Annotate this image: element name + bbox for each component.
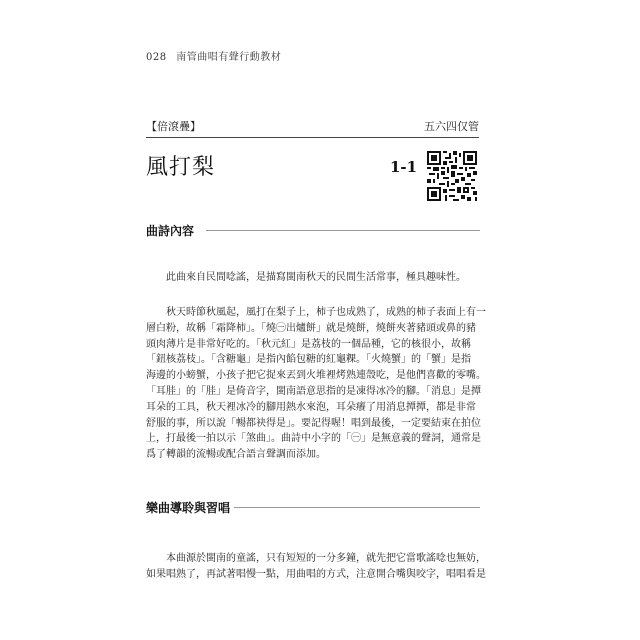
section-category: 【倍滾疊】 [146, 120, 201, 133]
text-line: 「鈕核荔枝」。「含糖龜」是指內餡包糖的紅龜粿。「火燒蟹」的「蟹」是指 [146, 354, 471, 366]
running-header [146, 48, 281, 63]
paragraph-intro [146, 270, 480, 286]
text-line: 本曲源於閩南的童謠，只有短短的一分多鐘，就先把它當歌謠唸也無妨， [166, 553, 486, 564]
text-line: 層白粉，故稱「霜降柿」。「燒㊀出爐餅」就是燒餅，燒餅夾著豬頭或鼻的豬 [146, 322, 476, 334]
paragraph-lyrics-explanation [146, 305, 486, 463]
text-line: 此曲來自民間唸謠，是描寫閩南秋天的民間生活常事，極具趣味性。 [166, 272, 466, 283]
text-line: 上，打最後一拍以示「煞曲」。曲詩中小字的「㊀」是無意義的聲詞，通常是 [146, 433, 481, 445]
song-number: 1-1 [390, 158, 418, 176]
text-line: 舒服的事，所以說「暢都袂得是」。要記得喔！唱到最後，一定要結束在拍位 [146, 417, 481, 429]
page-number: 028 [146, 52, 167, 63]
section-key: 五六四仅管 [424, 120, 479, 133]
section-row [146, 118, 479, 134]
text-line: 秋天時節秋風起，風打在梨子上，柿子也成熟了，成熟的柿子表面上有一 [166, 307, 486, 318]
heading-lyrics-content: 曲詩內容 [146, 224, 195, 238]
heading-rule [206, 230, 480, 231]
paragraph-singing-guide [146, 551, 486, 583]
text-line: 耳朵的工具，秋天裡冰冷的腳用熱水來泡，耳朵癢了用消息撢撢，都是非常 [146, 401, 476, 413]
text-line: 海邊的小螃蟹，小孩子把它捉來丟到火堆裡烤熟連殼吃，是他們喜歡的零嘴。 [146, 370, 486, 382]
qr-code-icon[interactable] [427, 151, 477, 201]
text-line: 爲了轉韻的流暢或配合語言聲調而添加。 [146, 449, 326, 461]
text-line: 如果唱熟了，再試著唱慢一點，用曲唱的方式，注意開合嘴與咬字，唱唱看是 [146, 568, 486, 580]
section-rule [146, 137, 479, 138]
book-title: 南管曲唱有聲行動教材 [176, 52, 282, 63]
text-line: 「耳胿」的「胿」是倚音字，閩南語意思指的是凍得冰冷的腳。「消息」是撢 [146, 385, 481, 397]
heading-listening-guide: 樂曲導聆與習唱 [146, 501, 231, 515]
song-title: 風打梨 [146, 155, 216, 180]
text-line: 頭肉薄片是非常好吃的。「秋元紅」是荔枝的一個品種，它的核很小，故稱 [146, 338, 471, 350]
heading-rule [234, 507, 480, 508]
